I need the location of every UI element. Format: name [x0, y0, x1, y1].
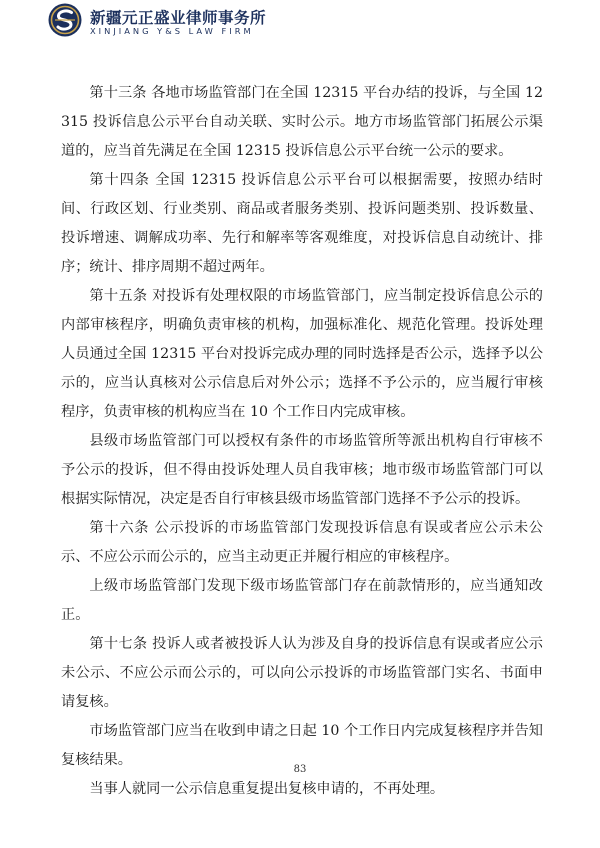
article-17-sub-paragraph: 市场监管部门应当在收到申请之日起 10 个工作日内完成复核程序并告知复核结果。: [61, 723, 543, 768]
firm-name-english: XINJIANG Y&S LAW FIRM: [90, 26, 254, 36]
document-body: [61, 79, 543, 804]
article-16-sub-paragraph: 上级市场监管部门发现下级市场监管部门存在前款情形的，应当通知改正。: [61, 578, 543, 623]
firm-name-chinese: 新疆元正盛业律师事务所: [90, 9, 267, 27]
article-17-final-paragraph: 当事人就同一公示信息重复提出复核申请的，不再处理。: [89, 781, 445, 797]
page-header: [47, 2, 307, 44]
firm-logo-icon: [47, 2, 83, 38]
article-17-paragraph: 第十七条 投诉人或者被投诉人认为涉及自身的投诉信息有误或者应公示未公示、不应公示而公示的，可以向公示投诉的市场监管部门实名、书面申请复核。: [61, 636, 543, 710]
article-15-paragraph: 第十五条 对投诉有处理权限的市场监管部门，应当制定投诉信息公示的内部审核程序，明确负责审核的机构，加强标准化、规范化管理。投诉处理人员通过全国 12315 平台对投诉完成办理的同时选择是否公示，选择予以公示的，应当认真核对公示信息后对外公示；选择不予公示的，应当履行审核程序，负责审核的机构应当在 10 个工作日内完成审核。: [61, 288, 543, 420]
article-15-sub-paragraph: 县级市场监管部门可以授权有条件的市场监管所等派出机构自行审核不予公示的投诉，但不得由投诉处理人员自我审核；地市级市场监管部门可以根据实际情况，决定是否自行审核县级市场监管部门选择不予公示的投诉。: [61, 433, 543, 507]
article-14-paragraph: 第十四条 全国 12315 投诉信息公示平台可以根据需要，按照办结时间、行政区划、行业类别、商品或者服务类别、投诉问题类别、投诉数量、投诉增速、调解成功率、先行和解率等客观维度，对投诉信息自动统计、排序；统计、排序周期不超过两年。: [61, 172, 543, 275]
article-13-paragraph: 第十三条 各地市场监管部门在全国 12315 平台办结的投诉，与全国 12315 投诉信息公示平台自动关联、实时公示。地方市场监管部门拓展公示渠道的，应当首先满足在全国 12315 投诉信息公示平台统一公示的要求。: [61, 85, 543, 159]
page-number: 83: [293, 764, 307, 775]
article-16-paragraph: 第十六条 公示投诉的市场监管部门发现投诉信息有误或者应公示未公示、不应公示而公示的，应当主动更正并履行相应的审核程序。: [61, 520, 543, 565]
